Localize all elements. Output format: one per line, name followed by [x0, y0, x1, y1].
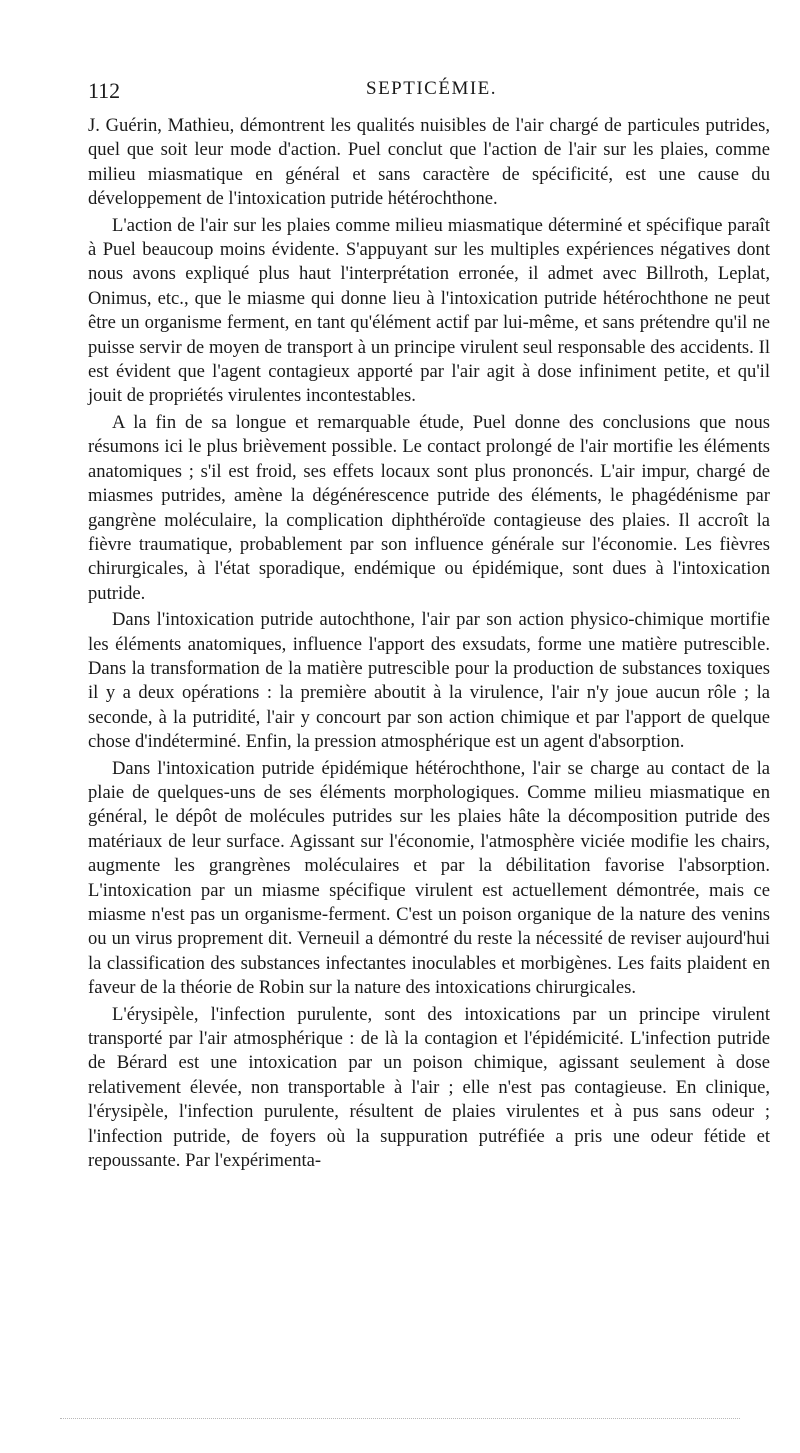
paragraph: L'action de l'air sur les plaies comme milieu miasmatique déterminé et spécifique paraît à Puel beaucoup moins évidente. S'appuyant sur les multiples expériences négatives dont nous avons expliqué plus haut l'interprétation erronée, il admet avec Billroth, Leplat, Onimus, etc., que le miasme qui donne lieu à l'intoxication putride hétérochthone ne peut être un organisme ferment, en tant qu'élément actif par lui-même, et sans prétendre qu'il ne puisse servir de moyen de transport à un principe virulent seul responsable des accidents. Il est évident que l'agent contagieux apporté par l'air agit à dose infiniment petite, et qu'il jouit de propriétés virulentes incontestables.: [88, 214, 770, 407]
paragraph: J. Guérin, Mathieu, démontrent les qualités nuisibles de l'air chargé de particules putrides, quel que soit leur mode d'action. Puel conclut que l'action de l'air sur les plaies, comme milieu miasmatique en général et sans caractère de spécificité, est une cause du développement de l'intoxication putride hétérochthone.: [88, 115, 770, 210]
paragraph: Dans l'intoxication putride autochthone, l'air par son action physico-chimique mortifie les éléments anatomiques, influence l'apport des exsudats, forme une matière putrescible. Dans la transformation de la matière putrescible pour la production de substances toxiques il y a deux opérations : la première aboutit à la virulence, l'air n'y joue aucun rôle ; la seconde, à la putridité, l'air y concourt par son action chimique et par l'apport de quelque chose d'indéterminé. Enfin, la pression atmosphérique est un agent d'absorption.: [88, 609, 770, 753]
page-body: [88, 114, 770, 1175]
page-number: 112: [88, 78, 121, 103]
paragraph: Dans l'intoxication putride épidémique hétérochthone, l'air se charge au contact de la plaie de quelques-uns de ses éléments morphologiques. Comme milieu miasmatique en général, le dépôt de molécules putrides sur les plaies hâte la décomposition putride des matériaux de leur surface. Agissant sur l'économie, l'atmosphère viciée modifie les chairs, augmente les grangrènes moléculaires et par la débilitation favorise l'absorption. L'intoxication par un miasme spécifique virulent est actuellement démontrée, mais ce miasme n'est pas un organisme-ferment. C'est un poison organique de la nature des venins ou un virus proprement dit. Verneuil a démontré du reste la nécessité de reviser aujourd'hui la classification des substances infectantes inoculables et morbigènes. Les faits plaident en faveur de la théorie de Robin sur la nature des intoxications chirurgicales.: [88, 757, 770, 999]
scan-artifact-line: [60, 1418, 740, 1421]
page-header: [88, 78, 768, 108]
paragraph: A la fin de sa longue et remarquable étude, Puel donne des conclusions que nous résumons ici le plus brièvement possible. Le contact prolongé de l'air mortifie les éléments anatomiques ; s'il est froid, ses effets locaux sont plus prononcés. L'air impur, chargé de miasmes putrides, amène la dégénérescence putride des éléments, le phagédénisme par gangrène moléculaire, la complication diphthéroïde contagieuse des plaies. Il accroît la fièvre traumatique, probablement par son influence générale sur l'économie. Les fièvres chirurgicales, à l'état sporadique, endémique ou épidémique, sont dues à l'intoxication putride.: [88, 411, 770, 604]
running-title: SEPTICÉMIE.: [366, 78, 498, 99]
paragraph: L'érysipèle, l'infection purulente, sont des intoxications par un principe virulent transporté par l'air atmosphérique : de là la contagion et l'épidémicité. L'infection putride de Bérard est une intoxication par un poison chimique, agissant seulement à dose relativement élevée, non transportable à l'air ; elle n'est pas contagieuse. En clinique, l'érysipèle, l'infection purulente, résultent de plaies virulentes et à pus sans odeur ; l'infection putride, de foyers où la suppuration putréfiée a pris une odeur fétide et repoussante. Par l'expérimenta-: [88, 1003, 770, 1172]
